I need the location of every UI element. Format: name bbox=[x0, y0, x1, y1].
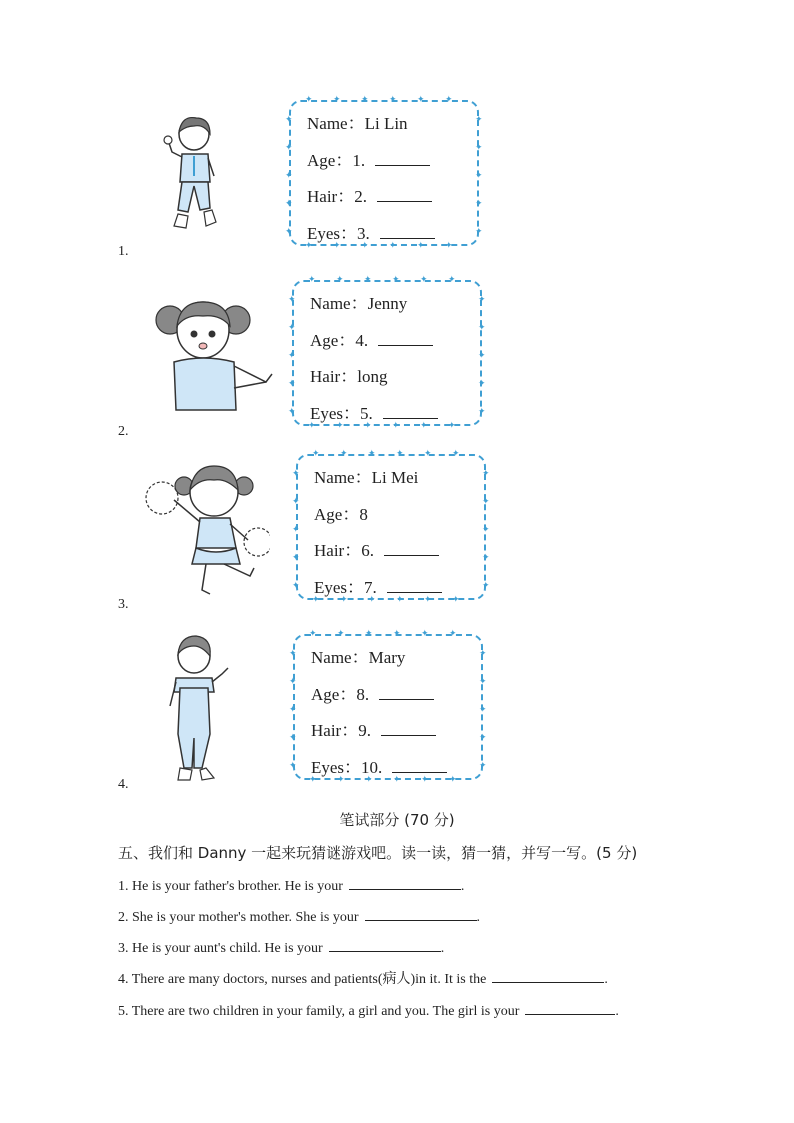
card-line bbox=[310, 363, 480, 400]
question-2: 2. She is your mother's mother. She is your . bbox=[118, 906, 480, 926]
item-number-3: 3. bbox=[118, 597, 129, 612]
sparkle-icon: ✦ bbox=[340, 595, 348, 605]
sparkle-icon: ✦ bbox=[448, 421, 456, 431]
answer-blank[interactable] bbox=[365, 906, 477, 921]
sparkle-icon: ✦ bbox=[292, 581, 300, 591]
sparkle-icon: ✦ bbox=[478, 379, 486, 389]
sparkle-icon: ✦ bbox=[364, 275, 372, 285]
sparkle-icon: ✦ bbox=[288, 379, 296, 389]
girl-cheerleader-illustration bbox=[140, 460, 270, 600]
sparkle-icon: ✦ bbox=[479, 677, 487, 687]
sparkle-icon: ✦ bbox=[475, 143, 483, 153]
line-label: Age bbox=[311, 684, 340, 704]
line-label: Age bbox=[314, 504, 343, 524]
question-4: 4. There are many doctors, nurses and patients(病人)in it. It is the . bbox=[118, 968, 608, 988]
section-title: 笔试部分 (70 分) bbox=[339, 811, 455, 829]
sparkle-icon: ✦ bbox=[389, 95, 397, 105]
answer-blank[interactable] bbox=[378, 327, 433, 346]
sparkle-icon: ✦ bbox=[417, 95, 425, 105]
sparkle-icon: ✦ bbox=[308, 275, 316, 285]
line-value: Mary bbox=[368, 648, 406, 667]
sparkle-icon: ✦ bbox=[475, 199, 483, 209]
card-line bbox=[307, 110, 477, 147]
sparkle-icon: ✦ bbox=[361, 95, 369, 105]
sparkle-icon: ✦ bbox=[336, 275, 344, 285]
sparkle-icon: ✦ bbox=[478, 351, 486, 361]
sparkle-icon: ✦ bbox=[393, 629, 401, 639]
sparkle-icon: ✦ bbox=[478, 407, 486, 417]
sparkle-icon: ✦ bbox=[340, 449, 348, 459]
sparkle-icon: ✦ bbox=[289, 677, 297, 687]
sparkle-icon: ✦ bbox=[482, 469, 490, 479]
line-separator: ： bbox=[337, 187, 355, 206]
item-number-2: 2. bbox=[118, 424, 129, 439]
line-value: 10. bbox=[361, 757, 383, 777]
line-separator: ： bbox=[338, 330, 356, 350]
line-value: 2. bbox=[354, 187, 367, 206]
sparkle-icon: ✦ bbox=[448, 275, 456, 285]
sparkle-icon: ✦ bbox=[289, 705, 297, 715]
answer-blank[interactable] bbox=[383, 400, 438, 419]
sparkle-icon: ✦ bbox=[389, 241, 397, 251]
line-value: long bbox=[357, 367, 388, 386]
sparkle-icon: ✦ bbox=[288, 351, 296, 361]
sparkle-icon: ✦ bbox=[305, 241, 313, 251]
girl-jenny-illustration bbox=[150, 290, 280, 415]
sparkle-icon: ✦ bbox=[420, 421, 428, 431]
line-separator: ： bbox=[340, 223, 358, 243]
info-card-2 bbox=[288, 275, 486, 431]
line-label: Name bbox=[314, 468, 355, 487]
line-separator: ： bbox=[350, 294, 368, 313]
answer-blank[interactable] bbox=[525, 1000, 615, 1015]
card-line bbox=[314, 537, 484, 574]
sparkle-icon: ✦ bbox=[482, 581, 490, 591]
line-value: 6. bbox=[361, 541, 374, 560]
line-label: Age bbox=[307, 150, 336, 170]
sparkle-icon: ✦ bbox=[452, 449, 460, 459]
sparkle-icon: ✦ bbox=[421, 775, 429, 785]
answer-blank[interactable] bbox=[349, 875, 461, 890]
question-text: 4. There are many doctors, nurses and patients(病人)in it. It is the bbox=[118, 972, 487, 987]
sparkle-icon: ✦ bbox=[424, 449, 432, 459]
card-line bbox=[311, 681, 481, 718]
sparkle-icon: ✦ bbox=[475, 115, 483, 125]
line-label: Hair bbox=[314, 541, 345, 560]
line-value: 1. bbox=[352, 150, 366, 170]
sparkle-icon: ✦ bbox=[285, 199, 293, 209]
sparkle-icon: ✦ bbox=[478, 323, 486, 333]
sparkle-icon: ✦ bbox=[479, 733, 487, 743]
card-line bbox=[310, 327, 480, 364]
sparkle-icon: ✦ bbox=[292, 525, 300, 535]
sparkle-icon: ✦ bbox=[482, 553, 490, 563]
line-separator: ： bbox=[354, 468, 372, 487]
card-line bbox=[307, 147, 477, 184]
sparkle-icon: ✦ bbox=[396, 595, 404, 605]
sparkle-icon: ✦ bbox=[452, 595, 460, 605]
line-value: Li Lin bbox=[364, 114, 408, 133]
item-number-1: 1. bbox=[118, 244, 129, 259]
sparkle-icon: ✦ bbox=[420, 275, 428, 285]
sparkle-icon: ✦ bbox=[308, 421, 316, 431]
answer-blank[interactable] bbox=[375, 147, 430, 166]
card-line bbox=[311, 717, 481, 754]
sparkle-icon: ✦ bbox=[417, 241, 425, 251]
sparkle-icon: ✦ bbox=[285, 115, 293, 125]
answer-blank[interactable] bbox=[381, 717, 436, 736]
answer-blank[interactable] bbox=[380, 220, 435, 239]
card-line bbox=[310, 290, 480, 327]
sparkle-icon: ✦ bbox=[393, 775, 401, 785]
sparkle-icon: ✦ bbox=[289, 733, 297, 743]
sparkle-icon: ✦ bbox=[333, 241, 341, 251]
sparkle-icon: ✦ bbox=[478, 295, 486, 305]
answer-blank[interactable] bbox=[329, 937, 441, 952]
line-separator: ： bbox=[342, 504, 360, 524]
question-1: 1. He is your father's brother. He is your . bbox=[118, 875, 464, 895]
info-card-3 bbox=[292, 449, 490, 605]
line-value: 8 bbox=[359, 504, 368, 524]
sparkle-icon: ✦ bbox=[368, 449, 376, 459]
sparkle-icon: ✦ bbox=[289, 761, 297, 771]
sparkle-icon: ✦ bbox=[292, 553, 300, 563]
info-card-1 bbox=[285, 95, 483, 251]
sparkle-icon: ✦ bbox=[312, 449, 320, 459]
line-separator: ： bbox=[343, 403, 361, 423]
sparkle-icon: ✦ bbox=[312, 595, 320, 605]
line-value: 3. bbox=[357, 223, 370, 243]
item-number-4: 4. bbox=[118, 777, 129, 792]
sparkle-icon: ✦ bbox=[309, 629, 317, 639]
line-value: 4. bbox=[355, 330, 369, 350]
line-label: Hair bbox=[310, 367, 341, 386]
line-label: Eyes bbox=[314, 577, 348, 597]
sparkle-icon: ✦ bbox=[305, 95, 313, 105]
line-value: Jenny bbox=[367, 294, 408, 313]
line-value: 5. bbox=[360, 403, 373, 423]
sparkle-icon: ✦ bbox=[392, 421, 400, 431]
question-text: 1. He is your father's brother. He is your bbox=[118, 879, 343, 894]
sparkle-icon: ✦ bbox=[475, 227, 483, 237]
line-label: Hair bbox=[307, 187, 338, 206]
line-label: Eyes bbox=[307, 223, 341, 243]
sparkle-icon: ✦ bbox=[445, 95, 453, 105]
line-value: 8. bbox=[356, 684, 370, 704]
sparkle-icon: ✦ bbox=[479, 761, 487, 771]
sparkle-icon: ✦ bbox=[285, 227, 293, 237]
answer-blank[interactable] bbox=[377, 183, 432, 202]
line-label: Name bbox=[307, 114, 348, 133]
card-line bbox=[314, 501, 484, 538]
sparkle-icon: ✦ bbox=[424, 595, 432, 605]
info-card-4 bbox=[289, 629, 487, 785]
line-label: Name bbox=[311, 648, 352, 667]
sparkle-icon: ✦ bbox=[285, 143, 293, 153]
line-separator: ： bbox=[344, 757, 362, 777]
card-line bbox=[307, 183, 477, 220]
line-label: Eyes bbox=[311, 757, 345, 777]
sparkle-icon: ✦ bbox=[288, 295, 296, 305]
sparkle-icon: ✦ bbox=[285, 171, 293, 181]
sparkle-icon: ✦ bbox=[336, 421, 344, 431]
line-separator: ： bbox=[351, 648, 369, 667]
sparkle-icon: ✦ bbox=[368, 595, 376, 605]
girl-overalls-illustration bbox=[160, 630, 240, 790]
line-separator: ： bbox=[335, 150, 353, 170]
sparkle-icon: ✦ bbox=[288, 323, 296, 333]
line-separator: ： bbox=[340, 367, 358, 386]
line-label: Name bbox=[310, 294, 351, 313]
question-text: 5. There are two children in your family, a girl and you. The girl is your bbox=[118, 1004, 520, 1019]
sparkle-icon: ✦ bbox=[449, 775, 457, 785]
exercise-heading: 五、我们和 Danny 一起来玩猜谜游戏吧。读一读，猜一猜，并写一写。(5 分) bbox=[118, 844, 638, 862]
line-value: Li Mei bbox=[371, 468, 419, 487]
sparkle-icon: ✦ bbox=[449, 629, 457, 639]
answer-blank[interactable] bbox=[392, 754, 447, 773]
sparkle-icon: ✦ bbox=[309, 775, 317, 785]
line-separator: ： bbox=[339, 684, 357, 704]
question-text: 2. She is your mother's mother. She is your bbox=[118, 910, 359, 925]
card-line bbox=[311, 644, 481, 681]
sparkle-icon: ✦ bbox=[445, 241, 453, 251]
answer-blank[interactable] bbox=[384, 537, 439, 556]
line-separator: ： bbox=[347, 114, 365, 133]
sparkle-icon: ✦ bbox=[361, 241, 369, 251]
sparkle-icon: ✦ bbox=[365, 775, 373, 785]
line-label: Age bbox=[310, 330, 339, 350]
sparkle-icon: ✦ bbox=[482, 525, 490, 535]
line-value: 9. bbox=[358, 721, 371, 740]
line-label: Eyes bbox=[310, 403, 344, 423]
sparkle-icon: ✦ bbox=[392, 275, 400, 285]
question-3: 3. He is your aunt's child. He is your . bbox=[118, 937, 444, 957]
question-5: 5. There are two children in your family, a girl and you. The girl is your . bbox=[118, 1000, 619, 1020]
sparkle-icon: ✦ bbox=[421, 629, 429, 639]
boy-walking-illustration bbox=[160, 110, 230, 240]
sparkle-icon: ✦ bbox=[365, 629, 373, 639]
sparkle-icon: ✦ bbox=[333, 95, 341, 105]
sparkle-icon: ✦ bbox=[364, 421, 372, 431]
sparkle-icon: ✦ bbox=[289, 649, 297, 659]
sparkle-icon: ✦ bbox=[479, 649, 487, 659]
answer-blank[interactable] bbox=[379, 681, 434, 700]
line-separator: ： bbox=[347, 577, 365, 597]
line-label: Hair bbox=[311, 721, 342, 740]
sparkle-icon: ✦ bbox=[482, 497, 490, 507]
question-text: 3. He is your aunt's child. He is your bbox=[118, 941, 323, 956]
sparkle-icon: ✦ bbox=[292, 469, 300, 479]
sparkle-icon: ✦ bbox=[337, 775, 345, 785]
card-line bbox=[314, 464, 484, 501]
sparkle-icon: ✦ bbox=[288, 407, 296, 417]
line-separator: ： bbox=[341, 721, 359, 740]
sparkle-icon: ✦ bbox=[479, 705, 487, 715]
sparkle-icon: ✦ bbox=[292, 497, 300, 507]
answer-blank[interactable] bbox=[387, 574, 442, 593]
sparkle-icon: ✦ bbox=[475, 171, 483, 181]
line-separator: ： bbox=[344, 541, 362, 560]
sparkle-icon: ✦ bbox=[396, 449, 404, 459]
answer-blank[interactable] bbox=[492, 968, 604, 983]
sparkle-icon: ✦ bbox=[337, 629, 345, 639]
line-value: 7. bbox=[364, 577, 377, 597]
